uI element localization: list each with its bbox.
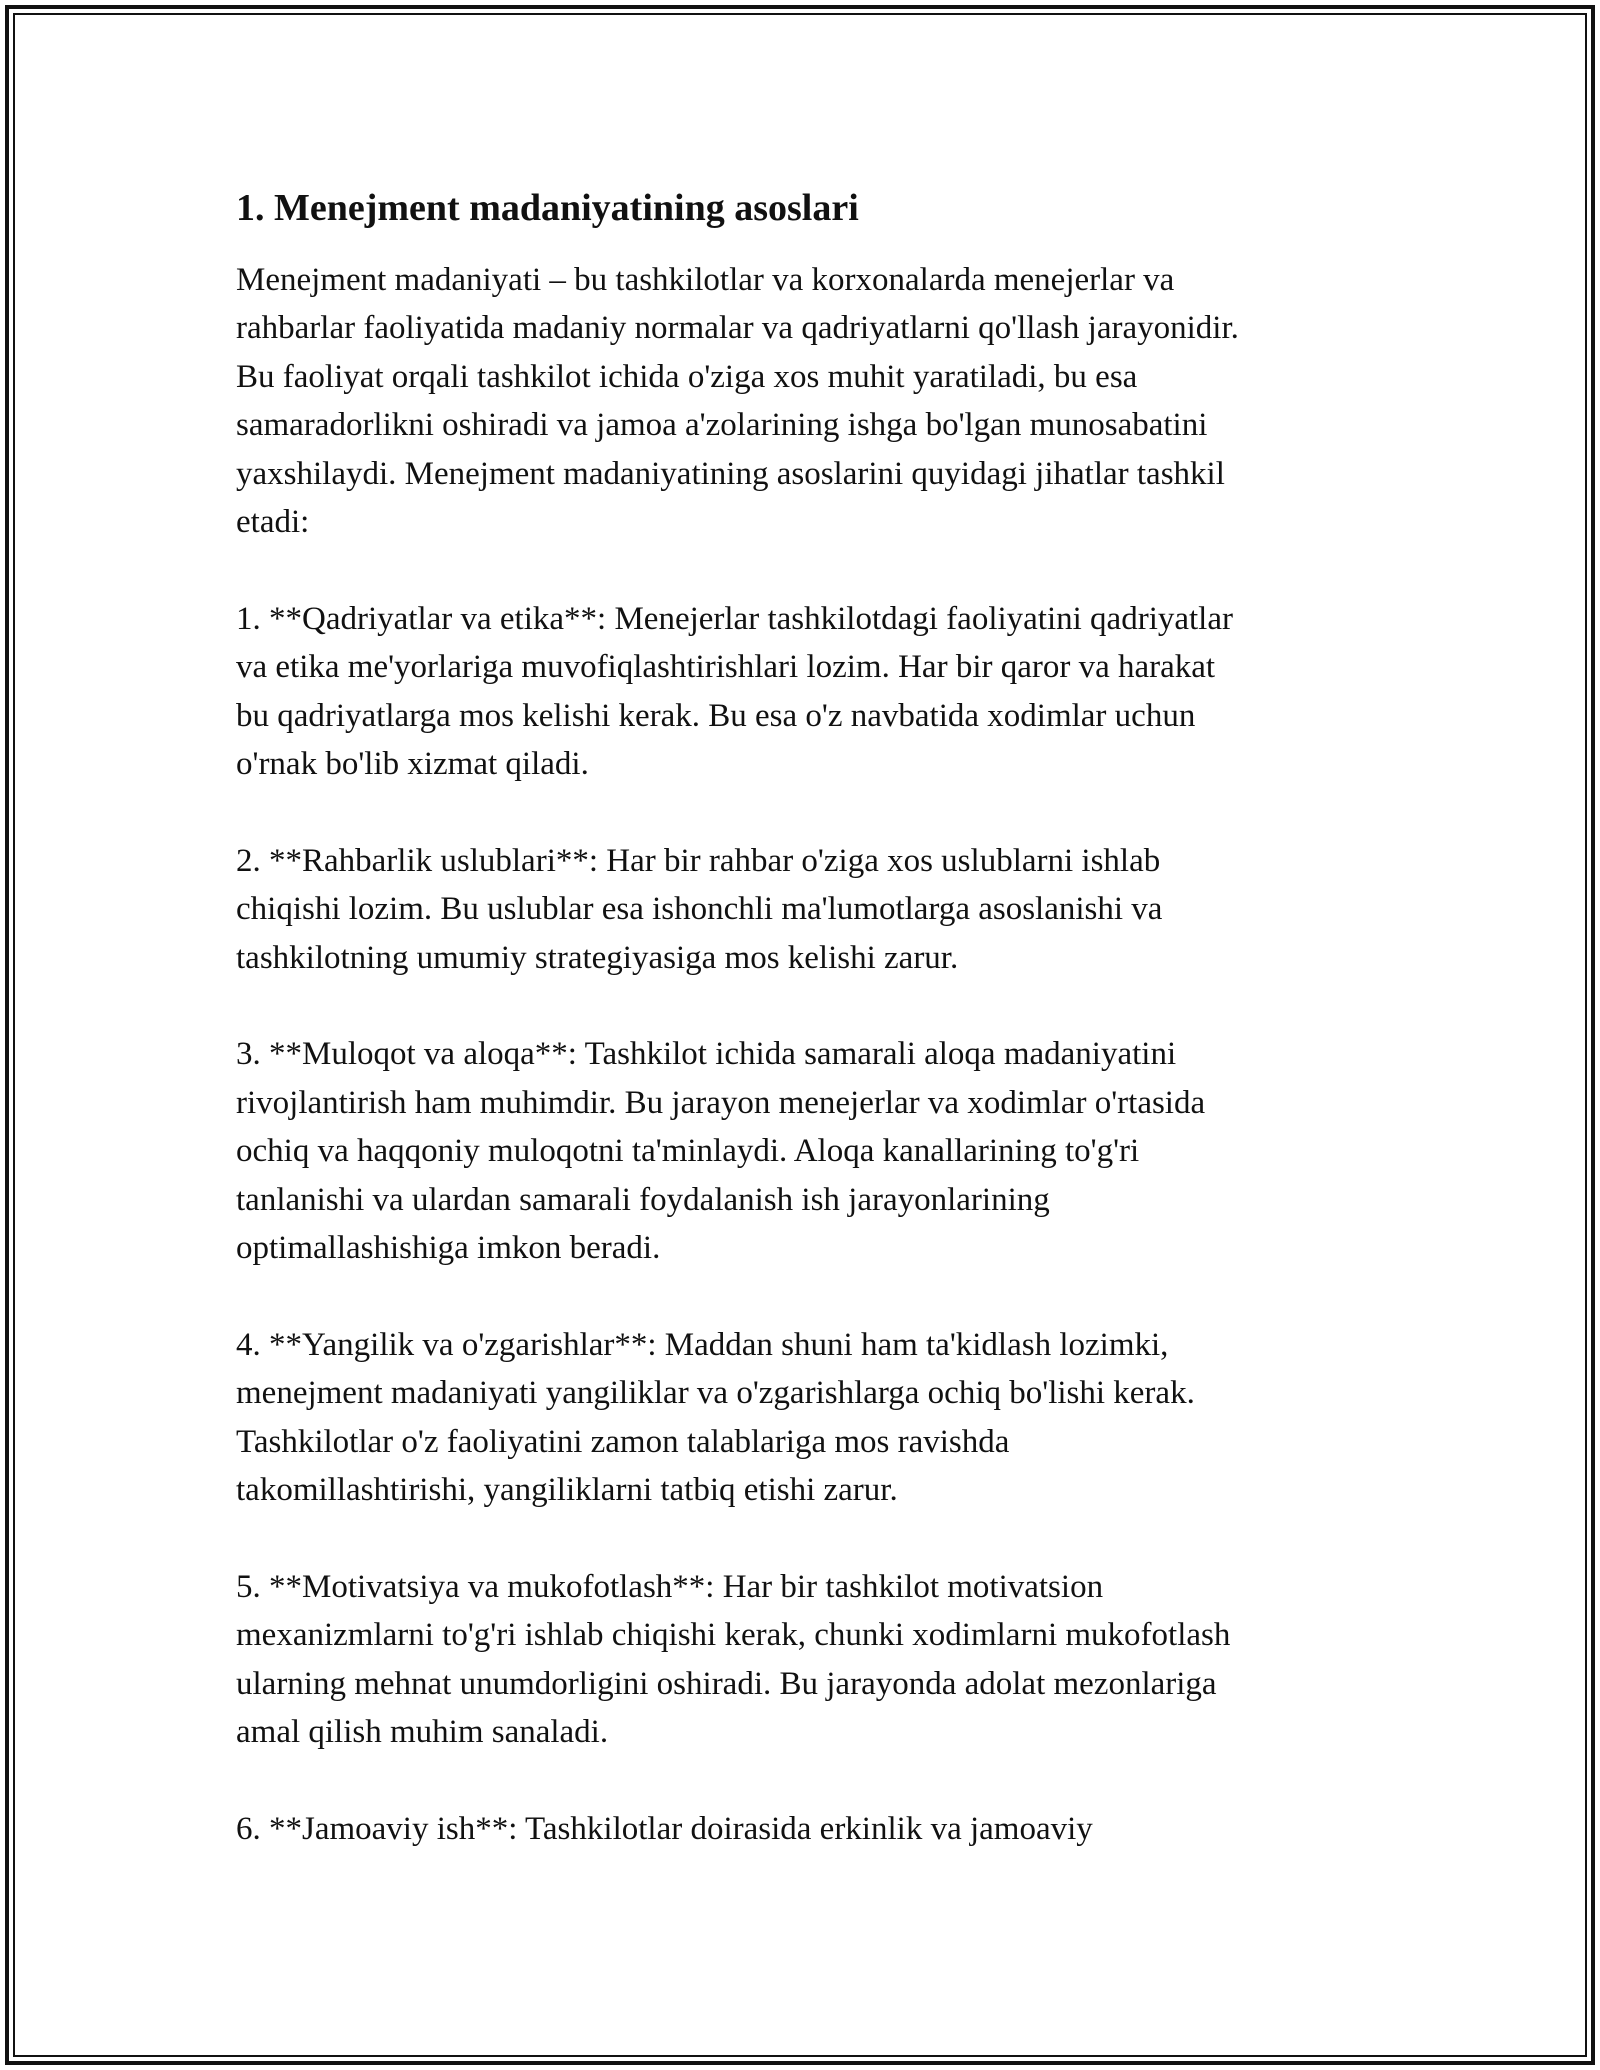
list-item-teamwork: 6. **Jamoaviy ish**: Tashkilotlar doirasida erkinlik va jamoaviy: [236, 1810, 1093, 1847]
list-item-values-ethics: 1. **Qadriyatlar va etika**: Menejerlar tashkilotdagi faoliyatini qadriyatlar va etika me'yorlariga muvofiqlashtirishlari lozim. Har bir qaror va harakat bu qadriyatlarga mos kelishi kerak. Bu esa o'z navbatida xodimlar uchun o'rnak bo'lib xizmat qiladi.: [236, 600, 1233, 783]
list-item-motivation-rewards: 5. **Motivatsiya va mukofotlash**: Har bir tashkilot motivatsion mexanizmlarni to'g'ri ishlab chiqishi kerak, chunki xodimlarni mukofotlash ularning mehnat unumdorligini oshiradi. Bu jarayonda adolat mezonlariga amal qilish muhim sanaladi.: [236, 1568, 1231, 1751]
list-item-innovation-change: 4. **Yangilik va o'zgarishlar**: Maddan shuni ham ta'kidlash lozimki, menejment madaniyati yangiliklar va o'zgarishlarga ochiq bo'lishi kerak. Tashkilotlar o'z faoliyatini zamon talablariga mos ravishda takomillashtirishi, yangiliklarni tatbiq etishi zarur.: [236, 1326, 1195, 1509]
intro-paragraph: Menejment madaniyati – bu tashkilotlar va korxonalarda menejerlar va rahbarlar faoliyatida madaniy normalar va qadriyatlarni qo'llash jarayonidir. Bu faoliyat orqali tashkilot ichida o'ziga xos muhit yaratiladi, bu esa samaradorlikni oshiradi va jamoa a'zolarining ishga bo'lgan munosabatini yaxshilaydi. Menejment madaniyatining asoslarini quyidagi jihatlar tashkil etadi:: [236, 262, 1239, 541]
document-body: [236, 184, 1366, 1902]
list-item-leadership-styles: 2. **Rahbarlik uslublari**: Har bir rahbar o'ziga xos uslublarni ishlab chiqishi lozim. Bu uslublar esa ishonchli ma'lumotlarga asoslanishi va tashkilotning umumiy strategiyasiga mos kelishi zarur.: [236, 842, 1163, 976]
page-title: 1. Menejment madaniyatining asoslari: [236, 187, 859, 229]
list-item-communication: 3. **Muloqot va aloqa**: Tashkilot ichida samarali aloqa madaniyatini rivojlantirish ham muhimdir. Bu jarayon menejerlar va xodimlar o'rtasida ochiq va haqqoniy muloqotni ta'minlaydi. Aloqa kanallarining to'g'ri tanlanishi va ulardan samarali foydalanish ish jarayonlarining optimallashishiga imkon beradi.: [236, 1036, 1206, 1267]
